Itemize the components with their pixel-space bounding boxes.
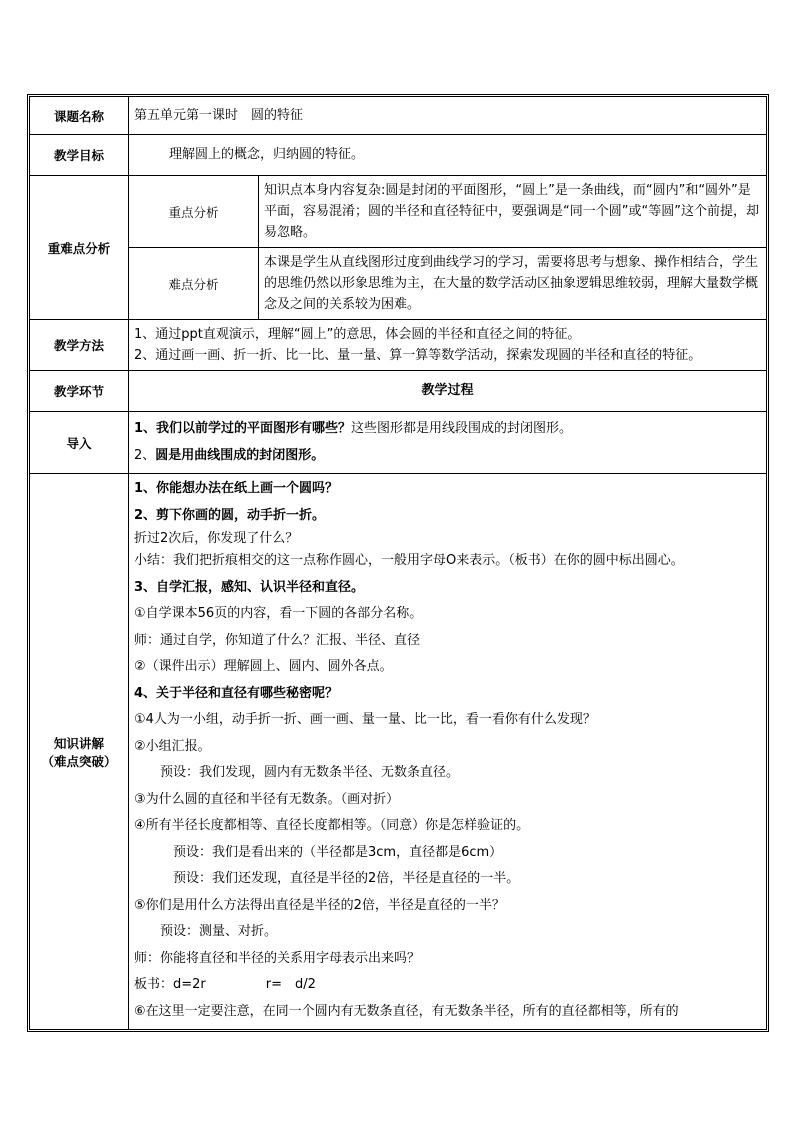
knowledge-q2: 2、剪下你画的圆，动手折一折。: [134, 507, 326, 523]
key-analysis-label: 重点分析: [129, 176, 259, 248]
process-label: 教学环节: [30, 371, 129, 412]
intro-line-1: [134, 416, 761, 443]
intro-line-2-text: 圆是用曲线围成的封闭图形。: [155, 447, 325, 463]
knowledge-q1: 1、你能想办法在纸上画一个圆吗？: [134, 481, 339, 496]
knowledge-line-12: 预设：我们发现，圆内有无数条半径、无数条直径。: [160, 765, 460, 780]
knowledge-line-16: 预设：我们还发现，直径是半径的2倍，半径是直径的一半。: [173, 871, 520, 886]
row-process-header: [30, 371, 767, 412]
knowledge-line-19: 师：你能将直径和半径的关系用字母表示出来吗？: [134, 950, 421, 966]
row-knowledge: [30, 474, 767, 1030]
intro-line-2-number: 2、: [134, 447, 156, 463]
knowledge-line-14: ④所有半径长度都相等、直径长度都相等。（同意）你是怎样验证的。: [134, 818, 530, 833]
knowledge-line-18: 预设：测量、对折。: [160, 924, 278, 939]
knowledge-line-3: 折过2次后，你发现了什么？: [134, 531, 299, 546]
formula-diameter: 板书：d=2r: [134, 977, 206, 992]
knowledge-label-sub: （难点突破）: [41, 753, 117, 769]
key-analysis-text: 知识点本身内容复杂:圆是封闭的平面图形，“圆上”是一条曲线，而“圆内”和“圆外”是平面，容易混淆；圆的半径和直径特征中，要强调是“同一个圆”或“等圆”这个前提，却易忽略。: [259, 176, 767, 248]
knowledge-q4: 4、关于半径和直径有哪些秘密呢？: [134, 685, 339, 701]
row-title: [30, 97, 767, 135]
title-value: 第五单元第一课时 圆的特征: [129, 97, 767, 135]
intro-line-1-question: 1、我们以前学过的平面图形有哪些？: [134, 421, 352, 436]
row-method: [30, 320, 767, 371]
row-hard-analysis: [30, 248, 767, 320]
difficulty-label: 重难点分析: [30, 176, 129, 320]
knowledge-line-20: [134, 972, 761, 999]
method-label: 教学方法: [30, 320, 129, 371]
goal-label: 教学目标: [30, 135, 129, 176]
knowledge-line-6: ①自学课本56页的内容，看一下圆的各部分名称。: [134, 606, 423, 621]
intro-content: [129, 412, 767, 474]
knowledge-line-8: ②（课件出示）理解圆上、圆内、圆外各点。: [134, 659, 393, 674]
process-value: 教学过程: [129, 371, 767, 412]
knowledge-line-15: 预设：我们是看出来的（半径都是3cm，直径都是6cm）: [173, 844, 503, 860]
knowledge-label: 知识讲解: [53, 735, 104, 751]
hard-analysis-text: 本课是学生从直线图形过度到曲线学习的学习，需要将思考与想象、操作相结合，学生的思维仍然以形象思维为主，在大量的数学活动区抽象逻辑思维较弱，理解大量数学概念及之间的关系较为困难。: [259, 248, 767, 320]
intro-label: 导入: [30, 412, 129, 474]
knowledge-content: [129, 474, 767, 1030]
formula-radius: r= d/2: [265, 977, 316, 992]
method-content: [129, 320, 767, 371]
hard-analysis-label: 难点分析: [129, 248, 259, 320]
knowledge-line-21: ⑥在这里一定要注意，在同一个圆内有无数条直径，有无数条半径，所有的直径都相等，所有的: [134, 1003, 679, 1019]
knowledge-line-10: ①4人为一小组，动手折一折、画一画、量一量、比一比，看一看你有什么发现？: [134, 712, 596, 727]
title-label: 课题名称: [30, 97, 129, 135]
lesson-plan-table: [29, 96, 767, 1030]
goal-value: 理解圆上的概念，归纳圆的特征。: [129, 135, 767, 176]
row-key-analysis: [30, 176, 767, 248]
knowledge-label-cell: [30, 474, 129, 1030]
knowledge-line-17: ⑤你们是用什么方法得出直径是半径的2倍，半径是直径的一半？: [134, 897, 505, 913]
knowledge-line-13: ③为什么圆的直径和半径有无数条。（画对折）: [134, 791, 400, 807]
row-goal: [30, 135, 767, 176]
intro-line-1-rest: 这些图形都是用线段围成的封闭图形。: [351, 421, 573, 436]
knowledge-line-7: 师：通过自学，你知道了什么？汇报、半径、直径: [134, 632, 421, 648]
method-line-2: 2、通过画一画、折一折、比一比、量一量、算一算等数学活动，探索发现圆的半径和直径的特征。: [134, 348, 702, 363]
intro-line-2: [134, 443, 761, 470]
knowledge-q3: 3、自学汇报，感知、认识半径和直径。: [134, 579, 365, 595]
knowledge-line-4: 小结：我们把折痕相交的这一点称作圆心，一般用字母O来表示。（板书）在你的圆中标出圆心。: [134, 553, 684, 568]
knowledge-line-11: ②小组汇报。: [134, 738, 211, 754]
row-intro: [30, 412, 767, 474]
method-line-1: 1、通过ppt直观演示，理解“圆上”的意思，体会圆的半径和直径之间的特征。: [134, 327, 581, 342]
